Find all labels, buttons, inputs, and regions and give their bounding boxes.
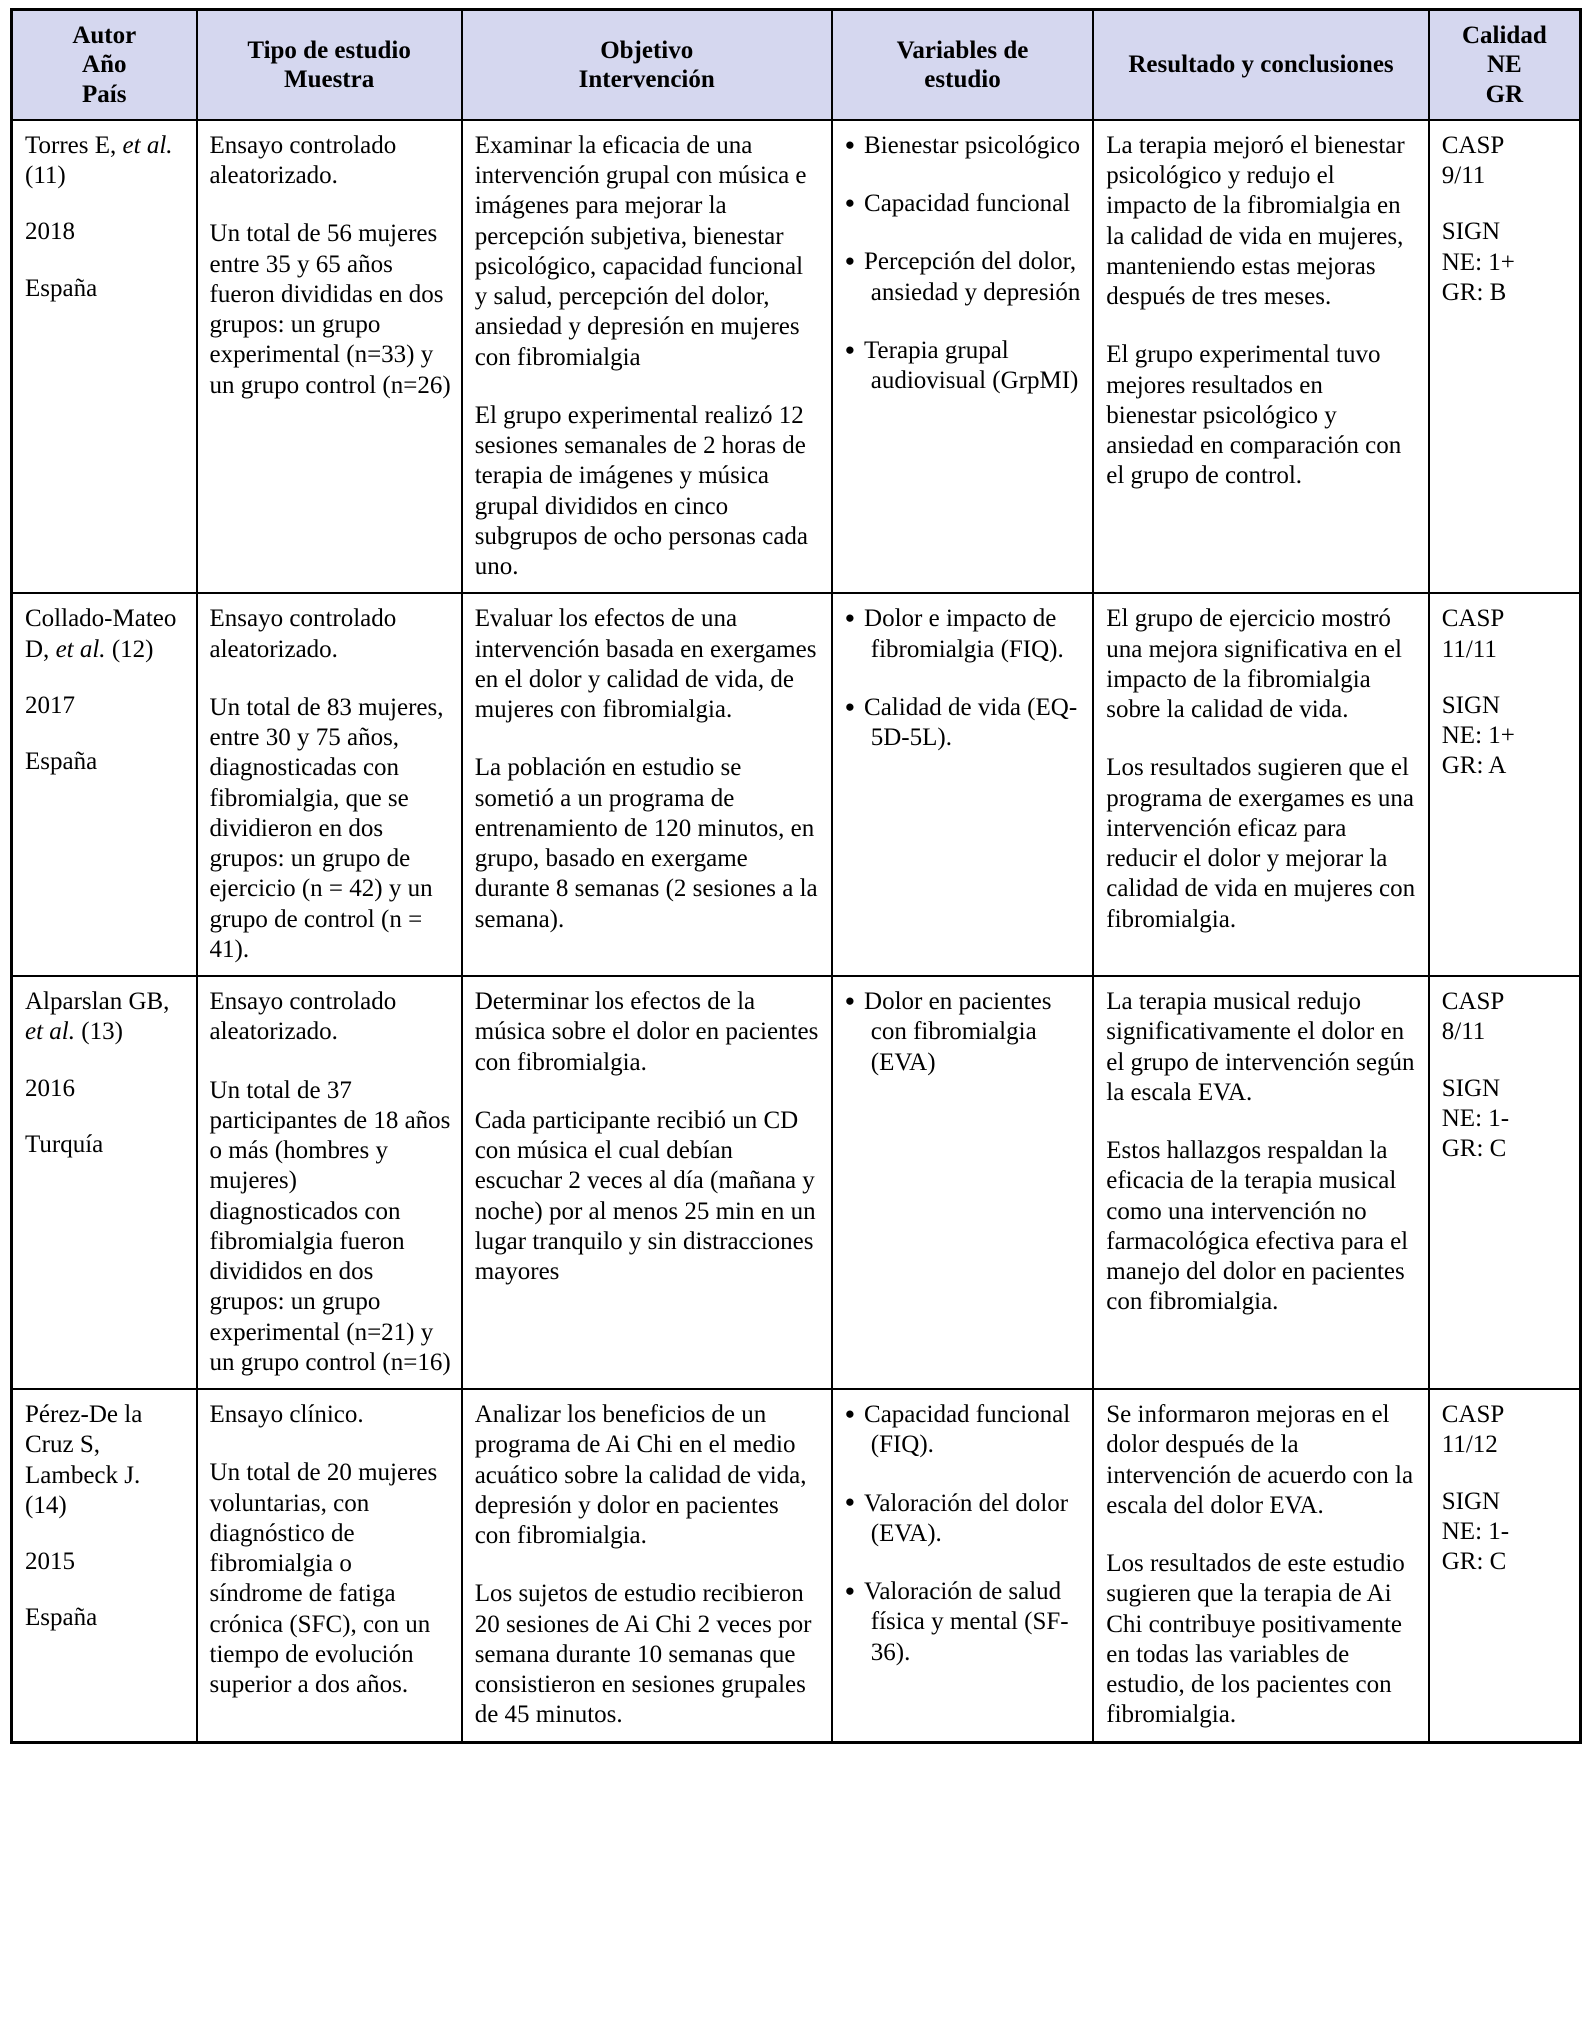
study-sample: Un total de 37 participantes de 18 años o más (hombres y mujeres) diagnosticados con fibromialgia fueron divididos en dos grupos: un grupo experimental (n=21) y un grupo control (n=16) (209, 1076, 451, 1376)
study-aim: Analizar los beneficios de un programa de Ai Chi en el medio acuático sobre la calidad de vida, depresión y dolor en pacientes con fibromialgia. (474, 1401, 807, 1549)
author-etal: et al. (122, 131, 173, 159)
variable-item: ● Valoración de salud física y mental (SF-36). (845, 1577, 1083, 1668)
author-name (25, 1400, 186, 1521)
author-ref: (11) (25, 162, 66, 189)
result-paragraph: La terapia musical redujo significativamente el dolor en el grupo de intervención según la escala EVA. (1106, 988, 1415, 1106)
sign-score (1442, 217, 1569, 308)
sign-gr: GR: C (1441, 1135, 1507, 1162)
sign-ne: NE: 1+ (1441, 248, 1515, 276)
header-cell-author (12, 10, 197, 120)
study-design: Ensayo clínico. (209, 1401, 364, 1428)
casp-value: 11/12 (1441, 1431, 1498, 1459)
sign-ne: NE: 1- (1441, 1517, 1510, 1545)
study-sample: Un total de 83 mujeres, entre 30 y 75 años, diagnosticadas con fibromialgia, que se dividieron en dos grupos: un grupo de ejercicio (n = 42) y un grupo de control (n = 41). (209, 693, 444, 963)
author-surname: Collado-Mateo D, (25, 605, 177, 663)
casp-score (1442, 131, 1569, 192)
sign-label: SIGN (1441, 691, 1501, 719)
header-cell-variables (832, 10, 1094, 120)
header-line: Año (82, 51, 127, 79)
header-line: País (82, 80, 127, 108)
casp-value: 8/11 (1441, 1018, 1486, 1046)
variable-item: ● Calidad de vida (EQ-5D-5L). (845, 693, 1083, 754)
cell-result (1093, 1389, 1429, 1742)
casp-score (1442, 987, 1569, 1048)
author-country: España (25, 748, 98, 775)
author-etal: et al. (55, 635, 106, 663)
study-design: Ensayo controlado aleatorizado. (209, 988, 397, 1046)
cell-objective (462, 976, 832, 1389)
cell-author (12, 120, 197, 594)
sign-label: SIGN (1441, 1074, 1501, 1102)
variable-item: ● Percepción del dolor, ansiedad y depresión (845, 247, 1083, 308)
author-name (25, 131, 186, 192)
cell-quality (1429, 1389, 1581, 1742)
header-cell-result (1093, 10, 1429, 120)
cell-type (197, 593, 462, 976)
header-cell-type (197, 10, 462, 120)
variable-item: ● Terapia grupal audiovisual (GrpMI) (845, 336, 1083, 397)
result-paragraph: Se informaron mejoras en el dolor después de la intervención de acuerdo con la escala del dolor EVA. (1106, 1401, 1414, 1519)
study-aim: Examinar la eficacia de una intervención grupal con música e imágenes para mejorar la percepción subjetiva, bienestar psicológico, capacidad funcional y salud, percepción del dolor, ansiedad y depresión en mujeres con fibromialgia (474, 131, 807, 371)
variable-item: ● Capacidad funcional (FIQ). (845, 1400, 1083, 1461)
studies-table (10, 8, 1582, 1744)
casp-score (1442, 1400, 1569, 1461)
header-cell-objective (462, 10, 832, 120)
header-line: Muestra (283, 65, 375, 93)
cell-quality (1429, 976, 1581, 1389)
cell-result (1093, 120, 1429, 594)
study-intervention: Cada participante recibió un CD con música el cual debían escuchar 2 veces al día (mañana y noche) por al menos 25 min en un lugar tranquilo y sin distracciones mayores (474, 1106, 816, 1285)
table-row (12, 976, 1581, 1389)
result-paragraph: Los resultados de este estudio sugieren que la terapia de Ai Chi contribuye positivamente en todas las variables de estudio, de los pacientes con fibromialgia. (1106, 1550, 1405, 1729)
study-aim: Determinar los efectos de la música sobre el dolor en pacientes con fibromialgia. (474, 988, 819, 1076)
study-design: Ensayo controlado aleatorizado. (209, 605, 397, 663)
table-row (12, 1389, 1581, 1742)
result-paragraph: El grupo experimental tuvo mejores resultados en bienestar psicológico y ansiedad en comparación con el grupo de control. (1106, 341, 1402, 490)
cell-objective (462, 1389, 832, 1742)
author-surname: Torres E, (25, 131, 117, 159)
result-paragraph: Los resultados sugieren que el programa de exergames es una intervención eficaz para reducir el dolor y mejorar la calidad de vida en mujeres con fibromialgia. (1106, 754, 1416, 933)
variable-item: ● Capacidad funcional (845, 189, 1083, 219)
cell-result (1093, 976, 1429, 1389)
author-ref: (12) (105, 635, 154, 663)
author-surname: Pérez-De la Cruz S, Lambeck J. (14) (25, 1401, 143, 1519)
sign-gr: GR: B (1441, 278, 1507, 306)
header-line: estudio (924, 65, 1001, 93)
variable-item: ● Dolor e impacto de fibromialgia (FIQ). (845, 604, 1083, 665)
header-line: NE (1487, 51, 1522, 79)
header-line: Resultado y conclusiones (1128, 51, 1394, 79)
author-year: 2016 (25, 1074, 75, 1102)
cell-variables (832, 976, 1094, 1389)
sign-label: SIGN (1441, 1487, 1501, 1515)
study-design: Ensayo controlado aleatorizado. (209, 131, 397, 189)
cell-type (197, 976, 462, 1389)
cell-variables (832, 120, 1094, 594)
result-paragraph: La terapia mejoró el bienestar psicológico y redujo el impacto de la fibromialgia en la calidad de vida en mujeres, manteniendo estas mejoras después de tres meses. (1106, 131, 1405, 310)
table-row (12, 593, 1581, 976)
sign-ne: NE: 1+ (1441, 722, 1515, 749)
casp-value: 9/11 (1441, 162, 1486, 189)
sign-ne: NE: 1- (1441, 1104, 1510, 1132)
cell-objective (462, 593, 832, 976)
cell-author (12, 593, 197, 976)
author-name (25, 604, 186, 665)
header-line: Intervención (578, 65, 715, 93)
table-row (12, 120, 1581, 594)
study-intervention: Los sujetos de estudio recibieron 20 sesiones de Ai Chi 2 veces por semana durante 10 semanas que consistieron en sesiones grupales de 45 minutos. (474, 1580, 812, 1729)
variable-item: ● Valoración del dolor (EVA). (845, 1489, 1083, 1550)
header-line: GR (1485, 80, 1524, 108)
study-sample: Un total de 56 mujeres entre 35 y 65 años fueron divididas en dos grupos: un grupo experimental (n=33) y un grupo control (n=26) (209, 220, 451, 399)
sign-gr: GR: A (1441, 752, 1507, 780)
table-header (12, 10, 1581, 120)
sign-gr: GR: C (1441, 1548, 1507, 1575)
cell-variables (832, 1389, 1094, 1742)
result-paragraph: Estos hallazgos respaldan la eficacia de la terapia musical como una intervención no farmacológica efectiva para el manejo del dolor en pacientes con fibromialgia. (1106, 1137, 1409, 1316)
author-year: 2017 (25, 691, 75, 719)
header-line: Objetivo (600, 36, 694, 64)
header-line: Variables de (896, 36, 1029, 64)
header-cell-quality (1429, 10, 1581, 120)
casp-label: CASP (1441, 131, 1505, 159)
study-aim: Evaluar los efectos de una intervención basada en exergames en el dolor y calidad de vida, de mujeres con fibromialgia. (474, 605, 817, 723)
sign-score (1442, 1487, 1569, 1578)
cell-quality (1429, 120, 1581, 594)
author-year: 2018 (25, 218, 75, 246)
header-row (12, 10, 1581, 120)
author-year: 2015 (25, 1548, 75, 1575)
sign-score (1442, 1074, 1569, 1165)
author-surname: Alparslan GB, (25, 988, 170, 1015)
result-paragraph: El grupo de ejercicio mostró una mejora significativa en el impacto de la fibromialgia sobre la calidad de vida. (1106, 605, 1402, 723)
author-country: España (25, 1604, 98, 1632)
cell-type (197, 1389, 462, 1742)
study-intervention: La población en estudio se sometió a un programa de entrenamiento de 120 minutos, en grupo, basado en exergame durante 8 semanas (2 sesiones a la semana). (474, 754, 818, 933)
cell-quality (1429, 593, 1581, 976)
header-line: Autor (72, 22, 137, 49)
cell-author (12, 976, 197, 1389)
author-name (25, 987, 186, 1048)
header-line: Calidad (1461, 22, 1547, 49)
header-line: Tipo de estudio (247, 36, 411, 64)
table-body (12, 120, 1581, 1742)
cell-result (1093, 593, 1429, 976)
casp-label: CASP (1441, 605, 1505, 633)
casp-label: CASP (1441, 1401, 1505, 1428)
cell-objective (462, 120, 832, 594)
casp-label: CASP (1441, 988, 1505, 1015)
cell-author (12, 1389, 197, 1742)
author-country: España (25, 274, 98, 302)
sign-score (1442, 691, 1569, 782)
cell-type (197, 120, 462, 594)
variable-item: ● Dolor en pacientes con fibromialgia (EVA) (845, 987, 1083, 1078)
cell-variables (832, 593, 1094, 976)
casp-value: 11/11 (1441, 635, 1497, 663)
author-country: Turquía (25, 1130, 104, 1158)
study-sample: Un total de 20 mujeres voluntarias, con diagnóstico de fibromialgia o síndrome de fatiga crónica (SFC), con un tiempo de evolución superior a dos años. (209, 1459, 438, 1698)
author-etal: et al. (25, 1018, 75, 1046)
casp-score (1442, 604, 1569, 665)
study-intervention: El grupo experimental realizó 12 sesiones semanales de 2 horas de terapia de imágenes y música grupal divididos en cinco subgrupos de ocho personas cada uno. (474, 401, 808, 580)
sign-label: SIGN (1441, 218, 1501, 246)
variable-item: ● Bienestar psicológico (845, 131, 1083, 161)
author-ref: (13) (75, 1018, 123, 1046)
